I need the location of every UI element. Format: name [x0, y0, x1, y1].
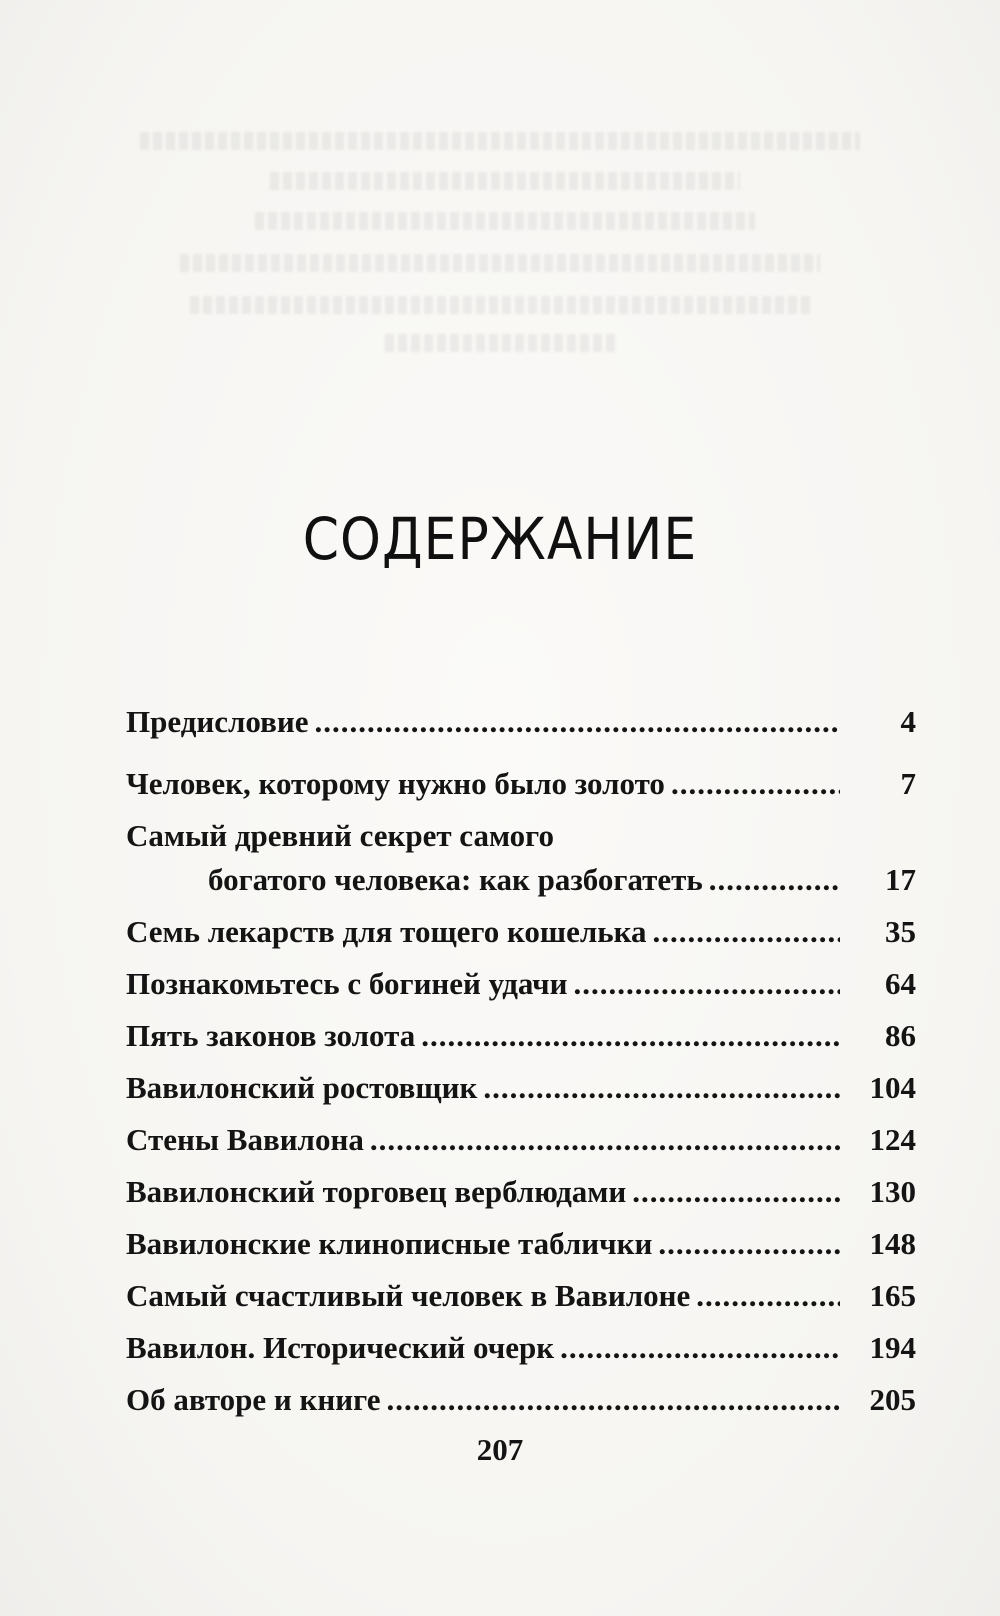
bleed-through-line — [270, 172, 740, 190]
toc-entry — [126, 700, 916, 744]
bleed-through-line — [140, 132, 860, 150]
toc-entry-title: Пять законов золота — [126, 1018, 416, 1053]
dot-leader — [709, 858, 840, 902]
toc-entry-title-line2: богатого человека: как разбогатеть — [208, 862, 703, 897]
dot-leader — [653, 910, 840, 954]
toc-entry-page: 7 — [900, 766, 916, 801]
toc-entry-page: 205 — [869, 1382, 916, 1417]
toc-entry-page: 130 — [869, 1174, 916, 1209]
toc-entry-title: Вавилонский торговец верблюдами — [126, 1174, 627, 1209]
toc-entry — [126, 962, 916, 1006]
toc-entry-page: 64 — [885, 966, 916, 1001]
dot-leader — [632, 1170, 840, 1214]
toc-entry — [126, 1118, 916, 1162]
toc-entry-title: Самый счастливый человек в Вавилоне — [126, 1278, 691, 1313]
toc-entry — [126, 1066, 916, 1110]
toc-entry-page: 4 — [900, 704, 916, 739]
toc-entry — [126, 762, 916, 806]
dot-leader — [370, 1118, 840, 1162]
toc-entry-page: 104 — [869, 1070, 916, 1105]
toc-entry — [126, 1222, 916, 1266]
table-of-contents — [126, 700, 916, 1430]
dot-leader — [315, 700, 841, 744]
dot-leader — [671, 762, 840, 806]
toc-entry — [126, 1014, 916, 1058]
bleed-through-line — [385, 334, 615, 352]
toc-entry-title: Семь лекарств для тощего кошелька — [126, 914, 647, 949]
toc-entry — [126, 910, 916, 954]
toc-entry — [126, 1378, 916, 1422]
bleed-through-line — [180, 254, 820, 272]
toc-entry-title: Познакомьтесь с богиней удачи — [126, 966, 568, 1001]
bleed-through-line — [190, 296, 810, 314]
dot-leader — [421, 1014, 840, 1058]
toc-entry-title: Вавилонские клинописные таблички — [126, 1226, 653, 1261]
toc-entry — [126, 1274, 916, 1318]
page-number: 207 — [476, 1432, 524, 1467]
toc-entry-page: 124 — [869, 1122, 916, 1157]
toc-entry-title: Стены Вавилона — [126, 1122, 364, 1157]
toc-entry-title: Вавилонский ростовщик — [126, 1070, 478, 1105]
dot-leader — [696, 1274, 840, 1318]
toc-entry-page: 35 — [885, 914, 916, 949]
toc-entry-title: Вавилон. Исторический очерк — [126, 1330, 555, 1365]
toc-entry-page: 17 — [885, 862, 916, 897]
toc-entry — [126, 1326, 916, 1370]
toc-entry — [126, 1170, 916, 1214]
dot-leader — [574, 962, 841, 1006]
toc-entry-title: Об авторе и книге — [126, 1382, 381, 1417]
toc-entry-page: 148 — [869, 1226, 916, 1261]
toc-entry-continuation — [126, 858, 916, 902]
toc-entry-title: Человек, которому нужно было золото — [126, 766, 665, 801]
toc-entry — [126, 814, 916, 902]
toc-entry-page: 194 — [869, 1330, 916, 1365]
bleed-through-line — [255, 212, 755, 230]
toc-entry-title: Предисловие — [126, 704, 309, 739]
toc-entry-title-line1: Самый древний секрет самого — [126, 818, 554, 853]
page-title: СОДЕРЖАНИЕ — [302, 506, 698, 574]
dot-leader — [658, 1222, 840, 1266]
dot-leader — [387, 1378, 840, 1422]
dot-leader — [483, 1066, 840, 1110]
dot-leader — [560, 1326, 840, 1370]
toc-entry-page: 165 — [869, 1278, 916, 1313]
toc-entry-page: 86 — [885, 1018, 916, 1053]
